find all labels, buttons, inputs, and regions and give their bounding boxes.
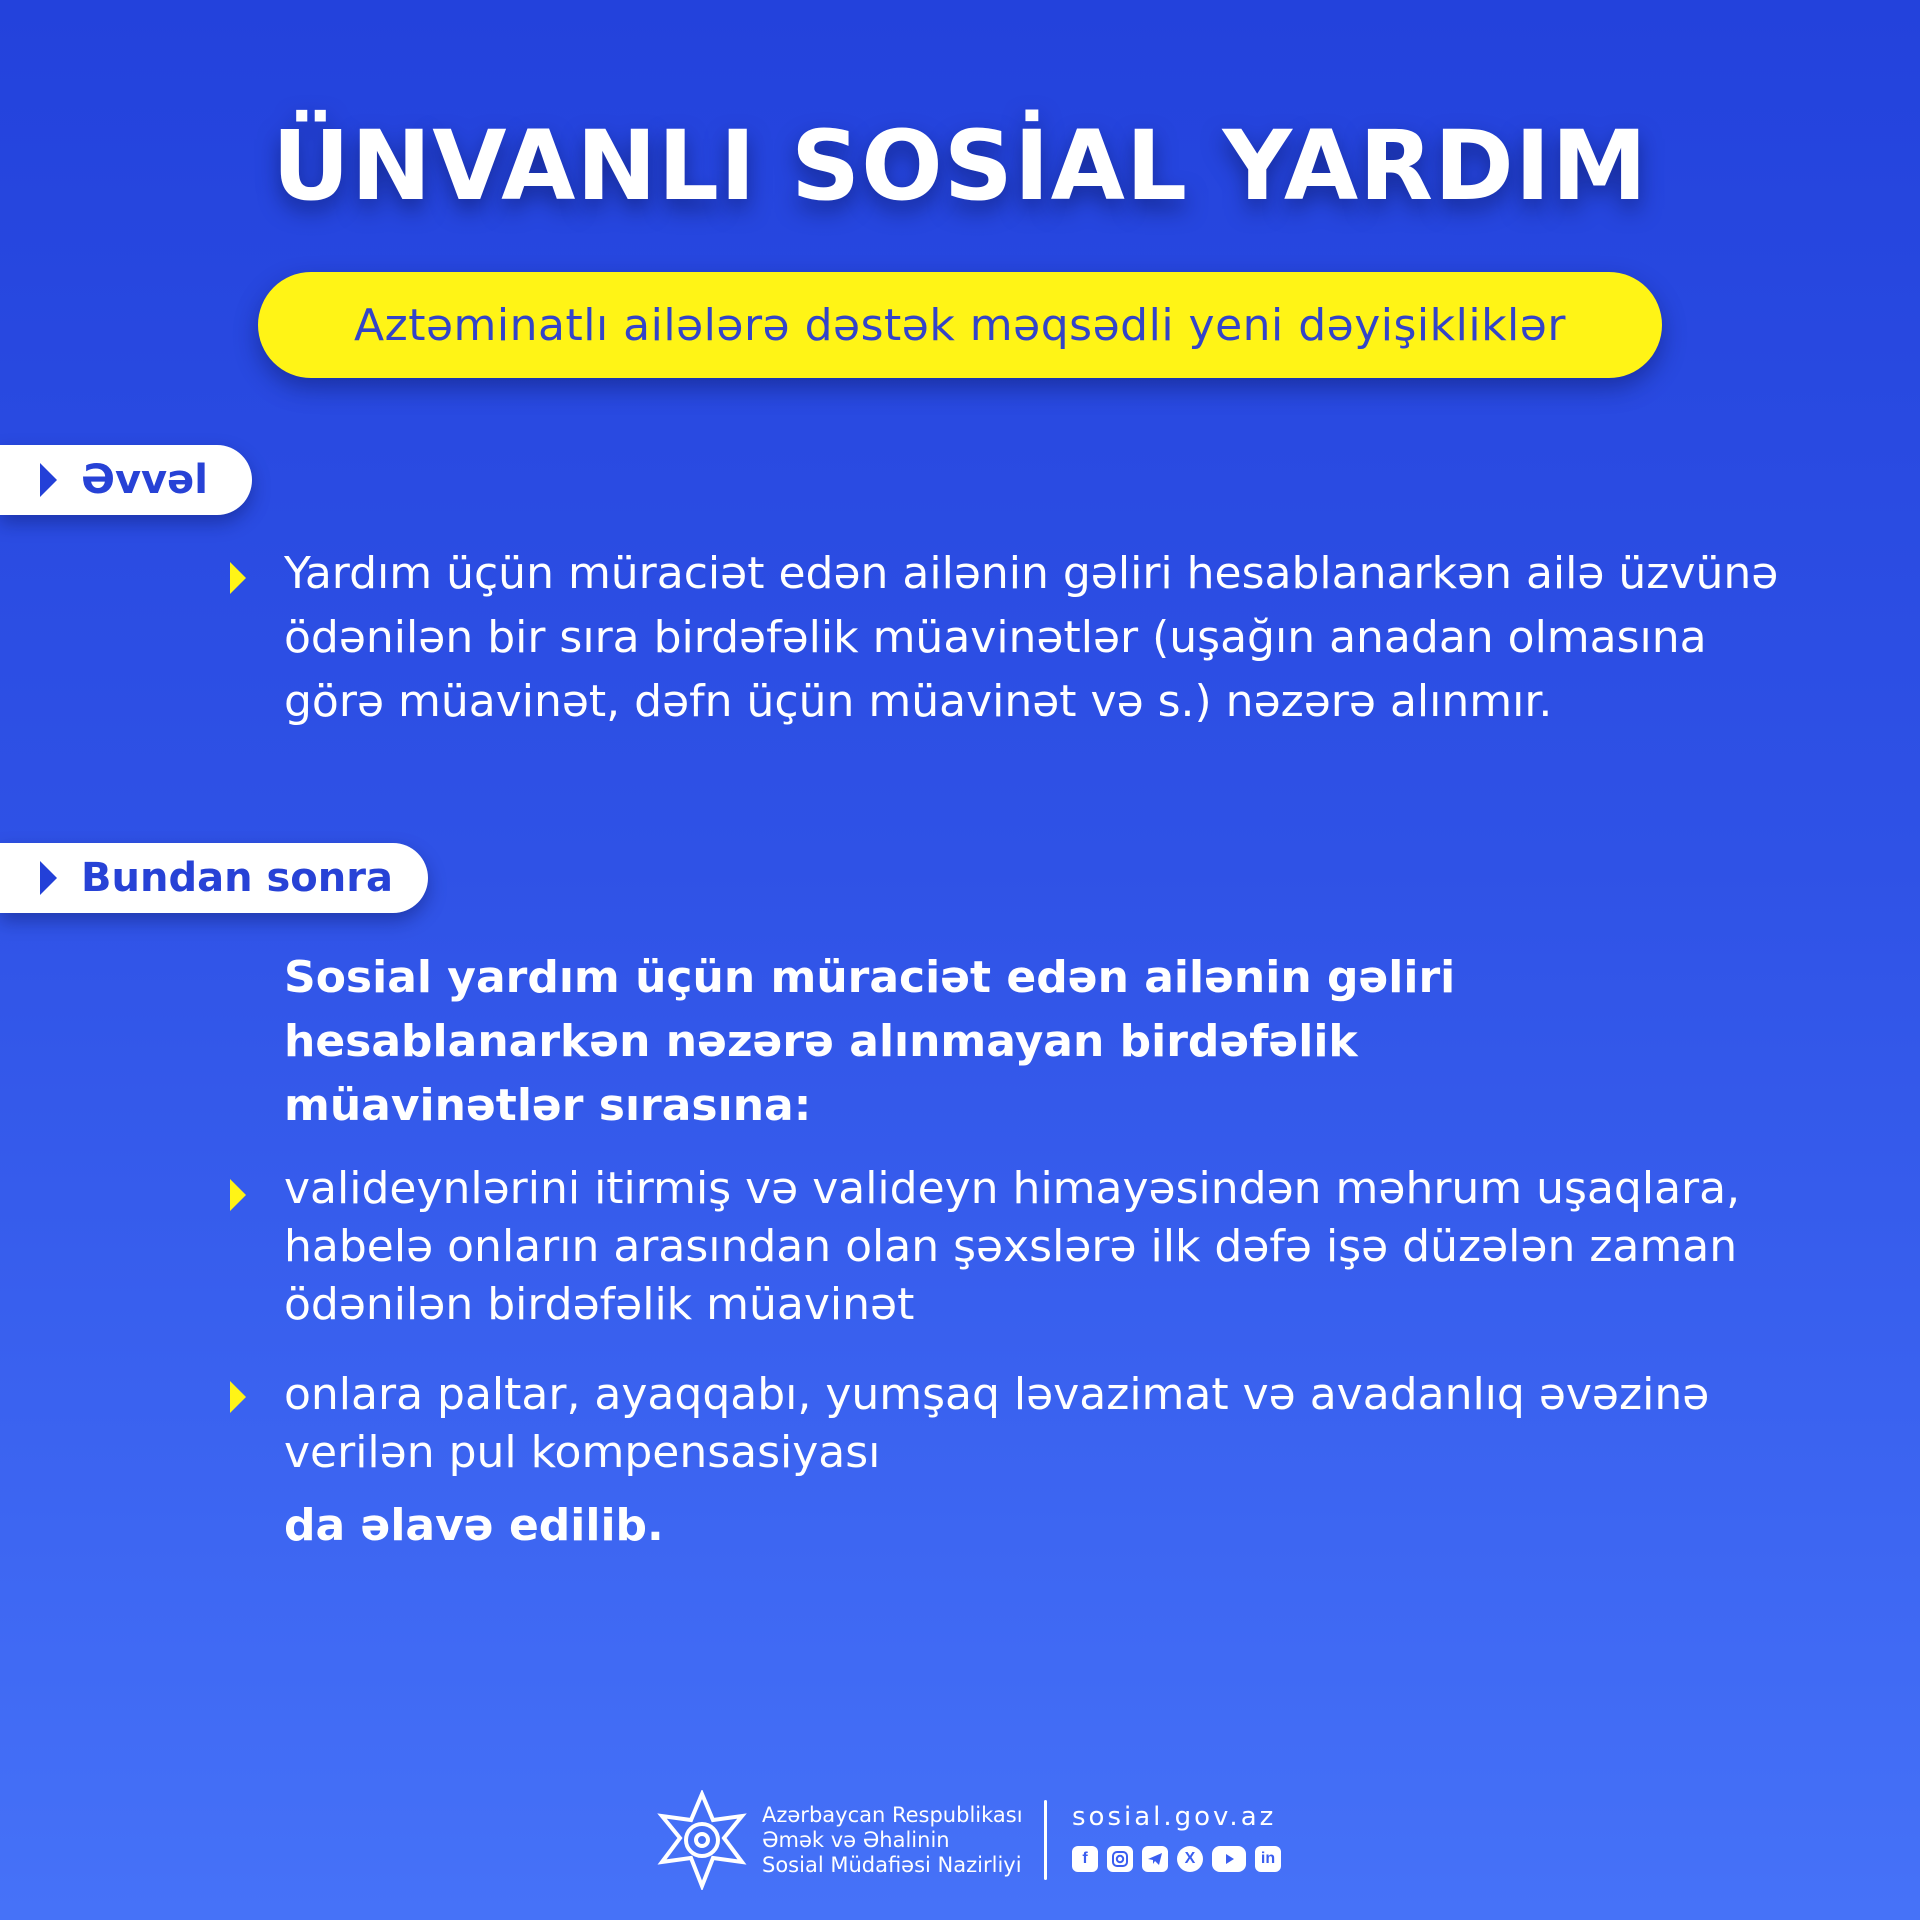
telegram-icon[interactable] [1142,1846,1168,1872]
after-item-1: valideynlərini itirmiş və valideyn himayəsindən məhrum uşaqlara, habelə onların arasından olan şəxslərə ilk dəfə işə düzələn zaman ödənilən birdəfəlik müavinət [284,1163,1741,1330]
linkedin-icon[interactable]: in [1255,1846,1281,1872]
after-intro: Sosial yardım üçün müraciət edən ailənin gəliri hesablanarkən nəzərə alınmayan birdəfəlik müavinətlər sırasına: [284,952,1456,1131]
bullet-arrow-icon [230,562,246,594]
ministry-logo-icon [652,1790,752,1890]
x-icon[interactable]: X [1177,1846,1203,1872]
bullet-arrow-icon [230,1179,246,1211]
bullet-arrow-icon [230,1381,246,1413]
section-label-before: Əvvəl [81,457,208,503]
youtube-icon[interactable] [1212,1846,1246,1872]
tab-arrow-icon [40,861,57,895]
facebook-icon[interactable]: f [1072,1846,1098,1872]
footer-divider [1044,1800,1047,1880]
website-link[interactable]: sosial.gov.az [1072,1802,1277,1832]
subtitle-banner [258,272,1662,378]
subtitle-text: Aztəminatlı ailələrə dəstək məqsədli yeni dəyişikliklər [354,299,1566,351]
section-label-after: Bundan sonra [81,855,393,901]
social-links [1072,1846,1281,1872]
section-tab-before [0,445,252,515]
page-title: ÜNVANLI SOSİAL YARDIM [271,110,1648,222]
after-outro: da əlavə edilib. [284,1500,664,1551]
after-item-2: onlara paltar, ayaqqabı, yumşaq ləvazimat və avadanlıq əvəzinə verilən pul kompensasiyası [284,1369,1710,1478]
section-tab-after [0,843,428,913]
tab-arrow-icon [40,463,57,497]
instagram-icon[interactable] [1107,1846,1133,1872]
before-text: Yardım üçün müraciət edən ailənin gəliri hesablanarkən ailə üzvünə ödənilən bir sıra birdəfəlik müavinətlər (uşağın anadan olmasına görə müavinət, dəfn üçün müavinət və s.) nəzərə alınmır. [284,548,1779,727]
ministry-name: Azərbaycan Respublikası Əmək və Əhalinin Sosial Müdafiəsi Nazirliyi [762,1803,1023,1877]
